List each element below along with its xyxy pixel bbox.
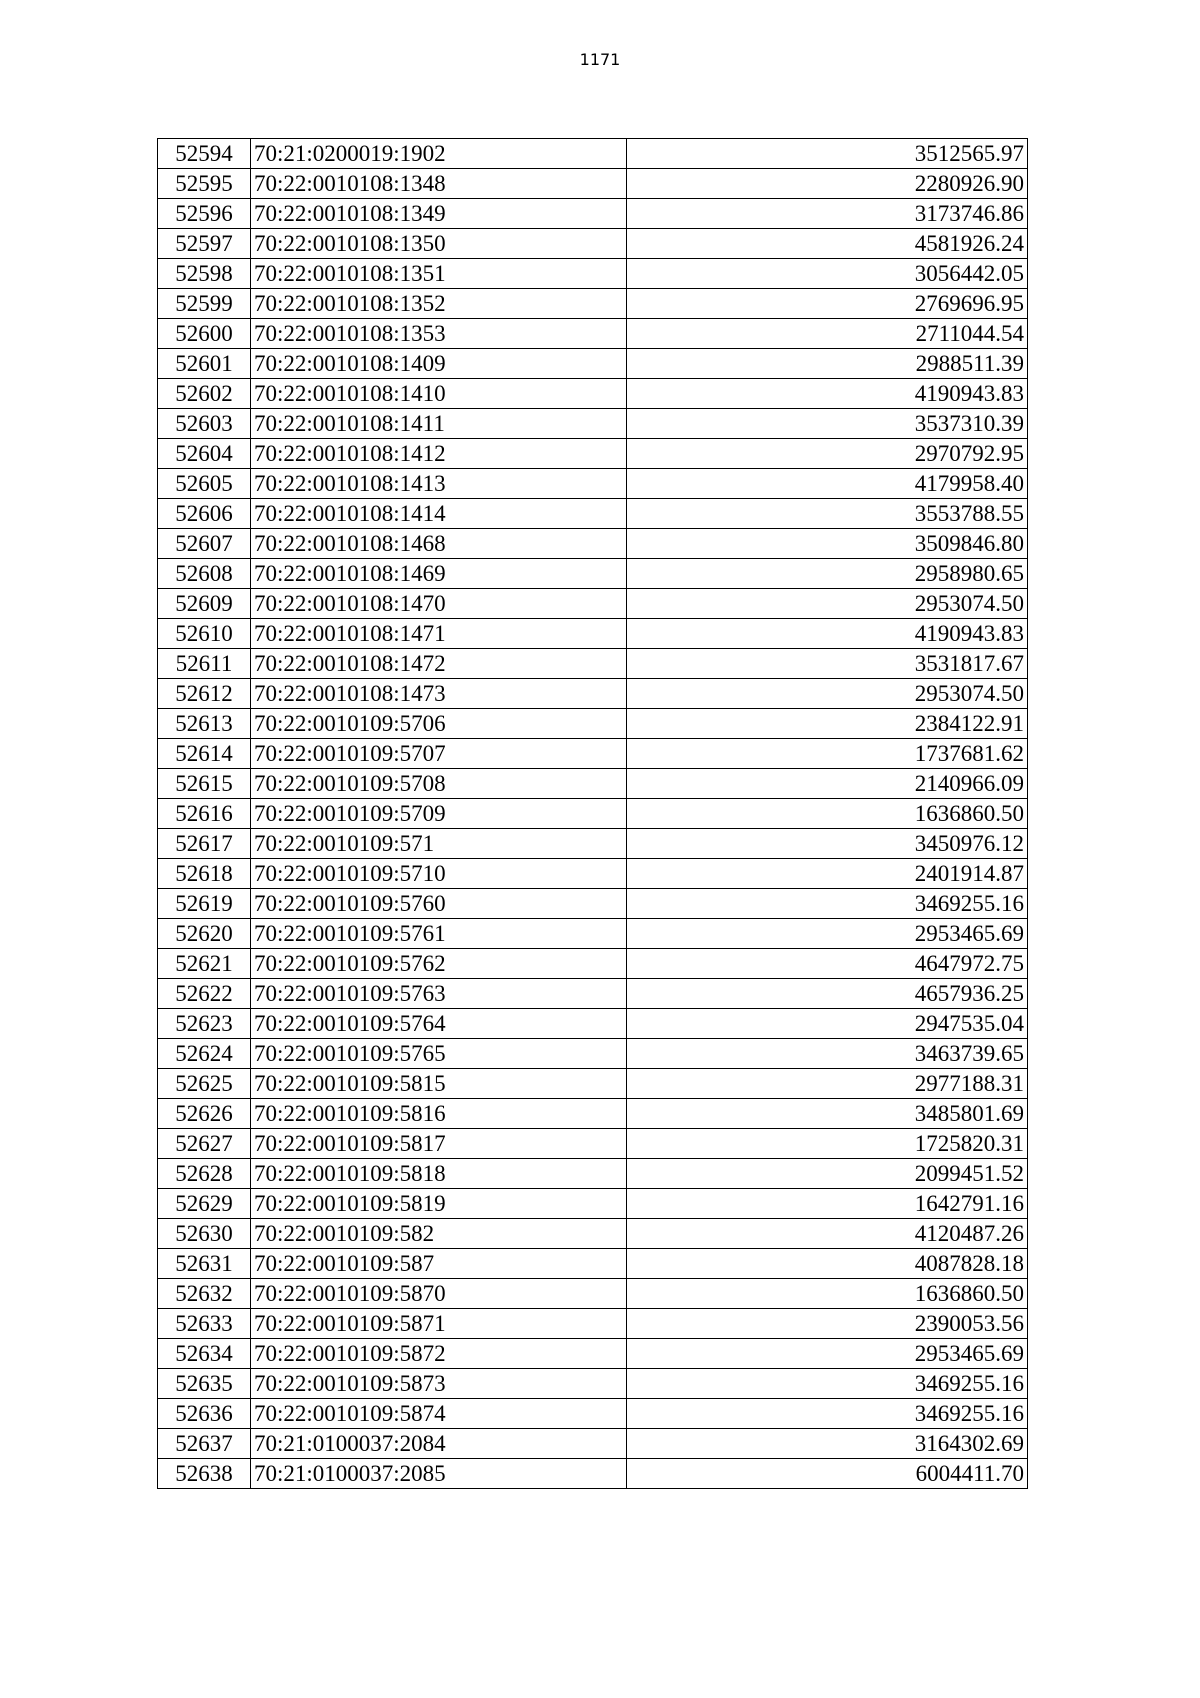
value-cell: 2977188.31 [627, 1069, 1028, 1099]
cadastral-number-cell: 70:21:0100037:2085 [251, 1459, 627, 1489]
table-row [158, 1249, 1028, 1279]
table-row [158, 319, 1028, 349]
value-cell: 2988511.39 [627, 349, 1028, 379]
value-cell: 3509846.80 [627, 529, 1028, 559]
table-row [158, 919, 1028, 949]
cadastral-number-cell: 70:22:0010109:5871 [251, 1309, 627, 1339]
value-cell: 4581926.24 [627, 229, 1028, 259]
cadastral-number-cell: 70:22:0010108:1412 [251, 439, 627, 469]
table-row [158, 409, 1028, 439]
cadastral-number-cell: 70:21:0100037:2084 [251, 1429, 627, 1459]
table-row [158, 349, 1028, 379]
cadastral-number-cell: 70:22:0010108:1350 [251, 229, 627, 259]
value-cell: 6004411.70 [627, 1459, 1028, 1489]
table-row [158, 1039, 1028, 1069]
row-number-cell: 52616 [158, 799, 251, 829]
cadastral-number-cell: 70:22:0010109:5817 [251, 1129, 627, 1159]
table-row [158, 379, 1028, 409]
cadastral-number-cell: 70:22:0010109:5710 [251, 859, 627, 889]
row-number-cell: 52603 [158, 409, 251, 439]
value-cell: 2140966.09 [627, 769, 1028, 799]
row-number-cell: 52597 [158, 229, 251, 259]
value-cell: 1636860.50 [627, 1279, 1028, 1309]
cadastral-number-cell: 70:22:0010108:1349 [251, 199, 627, 229]
table-row [158, 1219, 1028, 1249]
value-cell: 1737681.62 [627, 739, 1028, 769]
row-number-cell: 52622 [158, 979, 251, 1009]
table-row [158, 889, 1028, 919]
cadastral-number-cell: 70:21:0200019:1902 [251, 139, 627, 169]
value-cell: 2384122.91 [627, 709, 1028, 739]
value-cell: 4657936.25 [627, 979, 1028, 1009]
value-cell: 3463739.65 [627, 1039, 1028, 1069]
row-number-cell: 52602 [158, 379, 251, 409]
row-number-cell: 52611 [158, 649, 251, 679]
table-row [158, 709, 1028, 739]
cadastral-number-cell: 70:22:0010108:1351 [251, 259, 627, 289]
row-number-cell: 52608 [158, 559, 251, 589]
row-number-cell: 52628 [158, 1159, 251, 1189]
cadastral-number-cell: 70:22:0010108:1472 [251, 649, 627, 679]
cadastral-number-cell: 70:22:0010109:5764 [251, 1009, 627, 1039]
value-cell: 3531817.67 [627, 649, 1028, 679]
table-row [158, 1279, 1028, 1309]
row-number-cell: 52634 [158, 1339, 251, 1369]
table-row [158, 199, 1028, 229]
value-cell: 3164302.69 [627, 1429, 1028, 1459]
value-cell: 2711044.54 [627, 319, 1028, 349]
value-cell: 2953465.69 [627, 919, 1028, 949]
table-row [158, 1459, 1028, 1489]
table-row [158, 619, 1028, 649]
row-number-cell: 52632 [158, 1279, 251, 1309]
row-number-cell: 52631 [158, 1249, 251, 1279]
row-number-cell: 52599 [158, 289, 251, 319]
value-cell: 4120487.26 [627, 1219, 1028, 1249]
value-cell: 3450976.12 [627, 829, 1028, 859]
table-row [158, 979, 1028, 1009]
cadastral-number-cell: 70:22:0010109:5873 [251, 1369, 627, 1399]
table-row [158, 589, 1028, 619]
table-row [158, 859, 1028, 889]
table-row [158, 1009, 1028, 1039]
cadastral-number-cell: 70:22:0010108:1413 [251, 469, 627, 499]
value-cell: 2401914.87 [627, 859, 1028, 889]
cadastral-number-cell: 70:22:0010108:1470 [251, 589, 627, 619]
value-cell: 3553788.55 [627, 499, 1028, 529]
table-row [158, 259, 1028, 289]
row-number-cell: 52638 [158, 1459, 251, 1489]
table-row [158, 769, 1028, 799]
table-row [158, 169, 1028, 199]
cadastral-number-cell: 70:22:0010108:1353 [251, 319, 627, 349]
row-number-cell: 52620 [158, 919, 251, 949]
row-number-cell: 52606 [158, 499, 251, 529]
table-row [158, 1189, 1028, 1219]
row-number-cell: 52627 [158, 1129, 251, 1159]
value-cell: 3469255.16 [627, 889, 1028, 919]
value-cell: 2970792.95 [627, 439, 1028, 469]
value-cell: 3485801.69 [627, 1099, 1028, 1129]
table-row [158, 139, 1028, 169]
row-number-cell: 52615 [158, 769, 251, 799]
table-row [158, 469, 1028, 499]
value-cell: 1725820.31 [627, 1129, 1028, 1159]
table-row [158, 949, 1028, 979]
value-cell: 2953465.69 [627, 1339, 1028, 1369]
table-row [158, 499, 1028, 529]
row-number-cell: 52633 [158, 1309, 251, 1339]
value-cell: 2099451.52 [627, 1159, 1028, 1189]
table-row [158, 1369, 1028, 1399]
value-cell: 3512565.97 [627, 139, 1028, 169]
row-number-cell: 52612 [158, 679, 251, 709]
value-cell: 2390053.56 [627, 1309, 1028, 1339]
cadastral-number-cell: 70:22:0010109:5706 [251, 709, 627, 739]
cadastral-number-cell: 70:22:0010109:5709 [251, 799, 627, 829]
table-row [158, 799, 1028, 829]
row-number-cell: 52617 [158, 829, 251, 859]
cadastral-number-cell: 70:22:0010109:587 [251, 1249, 627, 1279]
cadastral-number-cell: 70:22:0010109:5870 [251, 1279, 627, 1309]
table-row [158, 1309, 1028, 1339]
cadastral-number-cell: 70:22:0010109:5760 [251, 889, 627, 919]
row-number-cell: 52623 [158, 1009, 251, 1039]
table-row [158, 829, 1028, 859]
cadastral-number-cell: 70:22:0010109:5765 [251, 1039, 627, 1069]
cadastral-number-cell: 70:22:0010109:5816 [251, 1099, 627, 1129]
data-table [157, 138, 1028, 1489]
table-row [158, 739, 1028, 769]
cadastral-number-cell: 70:22:0010109:5819 [251, 1189, 627, 1219]
cadastral-number-cell: 70:22:0010108:1348 [251, 169, 627, 199]
cadastral-number-cell: 70:22:0010108:1471 [251, 619, 627, 649]
table-row [158, 289, 1028, 319]
value-cell: 2280926.90 [627, 169, 1028, 199]
table-body [158, 139, 1028, 1489]
table-row [158, 679, 1028, 709]
value-cell: 2953074.50 [627, 679, 1028, 709]
row-number-cell: 52624 [158, 1039, 251, 1069]
cadastral-number-cell: 70:22:0010109:5872 [251, 1339, 627, 1369]
cadastral-number-cell: 70:22:0010108:1409 [251, 349, 627, 379]
cadastral-number-cell: 70:22:0010109:5708 [251, 769, 627, 799]
row-number-cell: 52595 [158, 169, 251, 199]
page-number: 1171 [579, 50, 621, 69]
cadastral-number-cell: 70:22:0010108:1411 [251, 409, 627, 439]
table-row [158, 559, 1028, 589]
cadastral-number-cell: 70:22:0010108:1352 [251, 289, 627, 319]
cadastral-number-cell: 70:22:0010109:5874 [251, 1399, 627, 1429]
cadastral-number-cell: 70:22:0010109:5762 [251, 949, 627, 979]
table-row [158, 439, 1028, 469]
cadastral-number-cell: 70:22:0010109:582 [251, 1219, 627, 1249]
value-cell: 2958980.65 [627, 559, 1028, 589]
row-number-cell: 52605 [158, 469, 251, 499]
value-cell: 1636860.50 [627, 799, 1028, 829]
row-number-cell: 52594 [158, 139, 251, 169]
row-number-cell: 52619 [158, 889, 251, 919]
cadastral-number-cell: 70:22:0010109:5763 [251, 979, 627, 1009]
cadastral-number-cell: 70:22:0010108:1468 [251, 529, 627, 559]
cadastral-number-cell: 70:22:0010109:571 [251, 829, 627, 859]
row-number-cell: 52630 [158, 1219, 251, 1249]
value-cell: 3537310.39 [627, 409, 1028, 439]
row-number-cell: 52600 [158, 319, 251, 349]
cadastral-number-cell: 70:22:0010109:5815 [251, 1069, 627, 1099]
row-number-cell: 52614 [158, 739, 251, 769]
table-row [158, 1069, 1028, 1099]
table-row [158, 1429, 1028, 1459]
row-number-cell: 52626 [158, 1099, 251, 1129]
row-number-cell: 52604 [158, 439, 251, 469]
value-cell: 2953074.50 [627, 589, 1028, 619]
row-number-cell: 52598 [158, 259, 251, 289]
value-cell: 3056442.05 [627, 259, 1028, 289]
cadastral-number-cell: 70:22:0010108:1469 [251, 559, 627, 589]
cadastral-number-cell: 70:22:0010108:1414 [251, 499, 627, 529]
row-number-cell: 52601 [158, 349, 251, 379]
value-cell: 2769696.95 [627, 289, 1028, 319]
row-number-cell: 52596 [158, 199, 251, 229]
row-number-cell: 52613 [158, 709, 251, 739]
value-cell: 4647972.75 [627, 949, 1028, 979]
table-row [158, 229, 1028, 259]
row-number-cell: 52609 [158, 589, 251, 619]
row-number-cell: 52607 [158, 529, 251, 559]
row-number-cell: 52625 [158, 1069, 251, 1099]
value-cell: 4087828.18 [627, 1249, 1028, 1279]
row-number-cell: 52618 [158, 859, 251, 889]
cadastral-number-cell: 70:22:0010109:5761 [251, 919, 627, 949]
table-row [158, 1099, 1028, 1129]
cadastral-number-cell: 70:22:0010108:1410 [251, 379, 627, 409]
table-row [158, 649, 1028, 679]
table-row [158, 1399, 1028, 1429]
value-cell: 3469255.16 [627, 1399, 1028, 1429]
table-row [158, 529, 1028, 559]
table-row [158, 1159, 1028, 1189]
row-number-cell: 52610 [158, 619, 251, 649]
value-cell: 4190943.83 [627, 619, 1028, 649]
table-row [158, 1129, 1028, 1159]
row-number-cell: 52636 [158, 1399, 251, 1429]
value-cell: 3173746.86 [627, 199, 1028, 229]
value-cell: 4190943.83 [627, 379, 1028, 409]
row-number-cell: 52635 [158, 1369, 251, 1399]
table-row [158, 1339, 1028, 1369]
row-number-cell: 52637 [158, 1429, 251, 1459]
value-cell: 4179958.40 [627, 469, 1028, 499]
row-number-cell: 52629 [158, 1189, 251, 1219]
row-number-cell: 52621 [158, 949, 251, 979]
value-cell: 3469255.16 [627, 1369, 1028, 1399]
cadastral-number-cell: 70:22:0010109:5707 [251, 739, 627, 769]
cadastral-number-cell: 70:22:0010108:1473 [251, 679, 627, 709]
value-cell: 2947535.04 [627, 1009, 1028, 1039]
value-cell: 1642791.16 [627, 1189, 1028, 1219]
cadastral-number-cell: 70:22:0010109:5818 [251, 1159, 627, 1189]
